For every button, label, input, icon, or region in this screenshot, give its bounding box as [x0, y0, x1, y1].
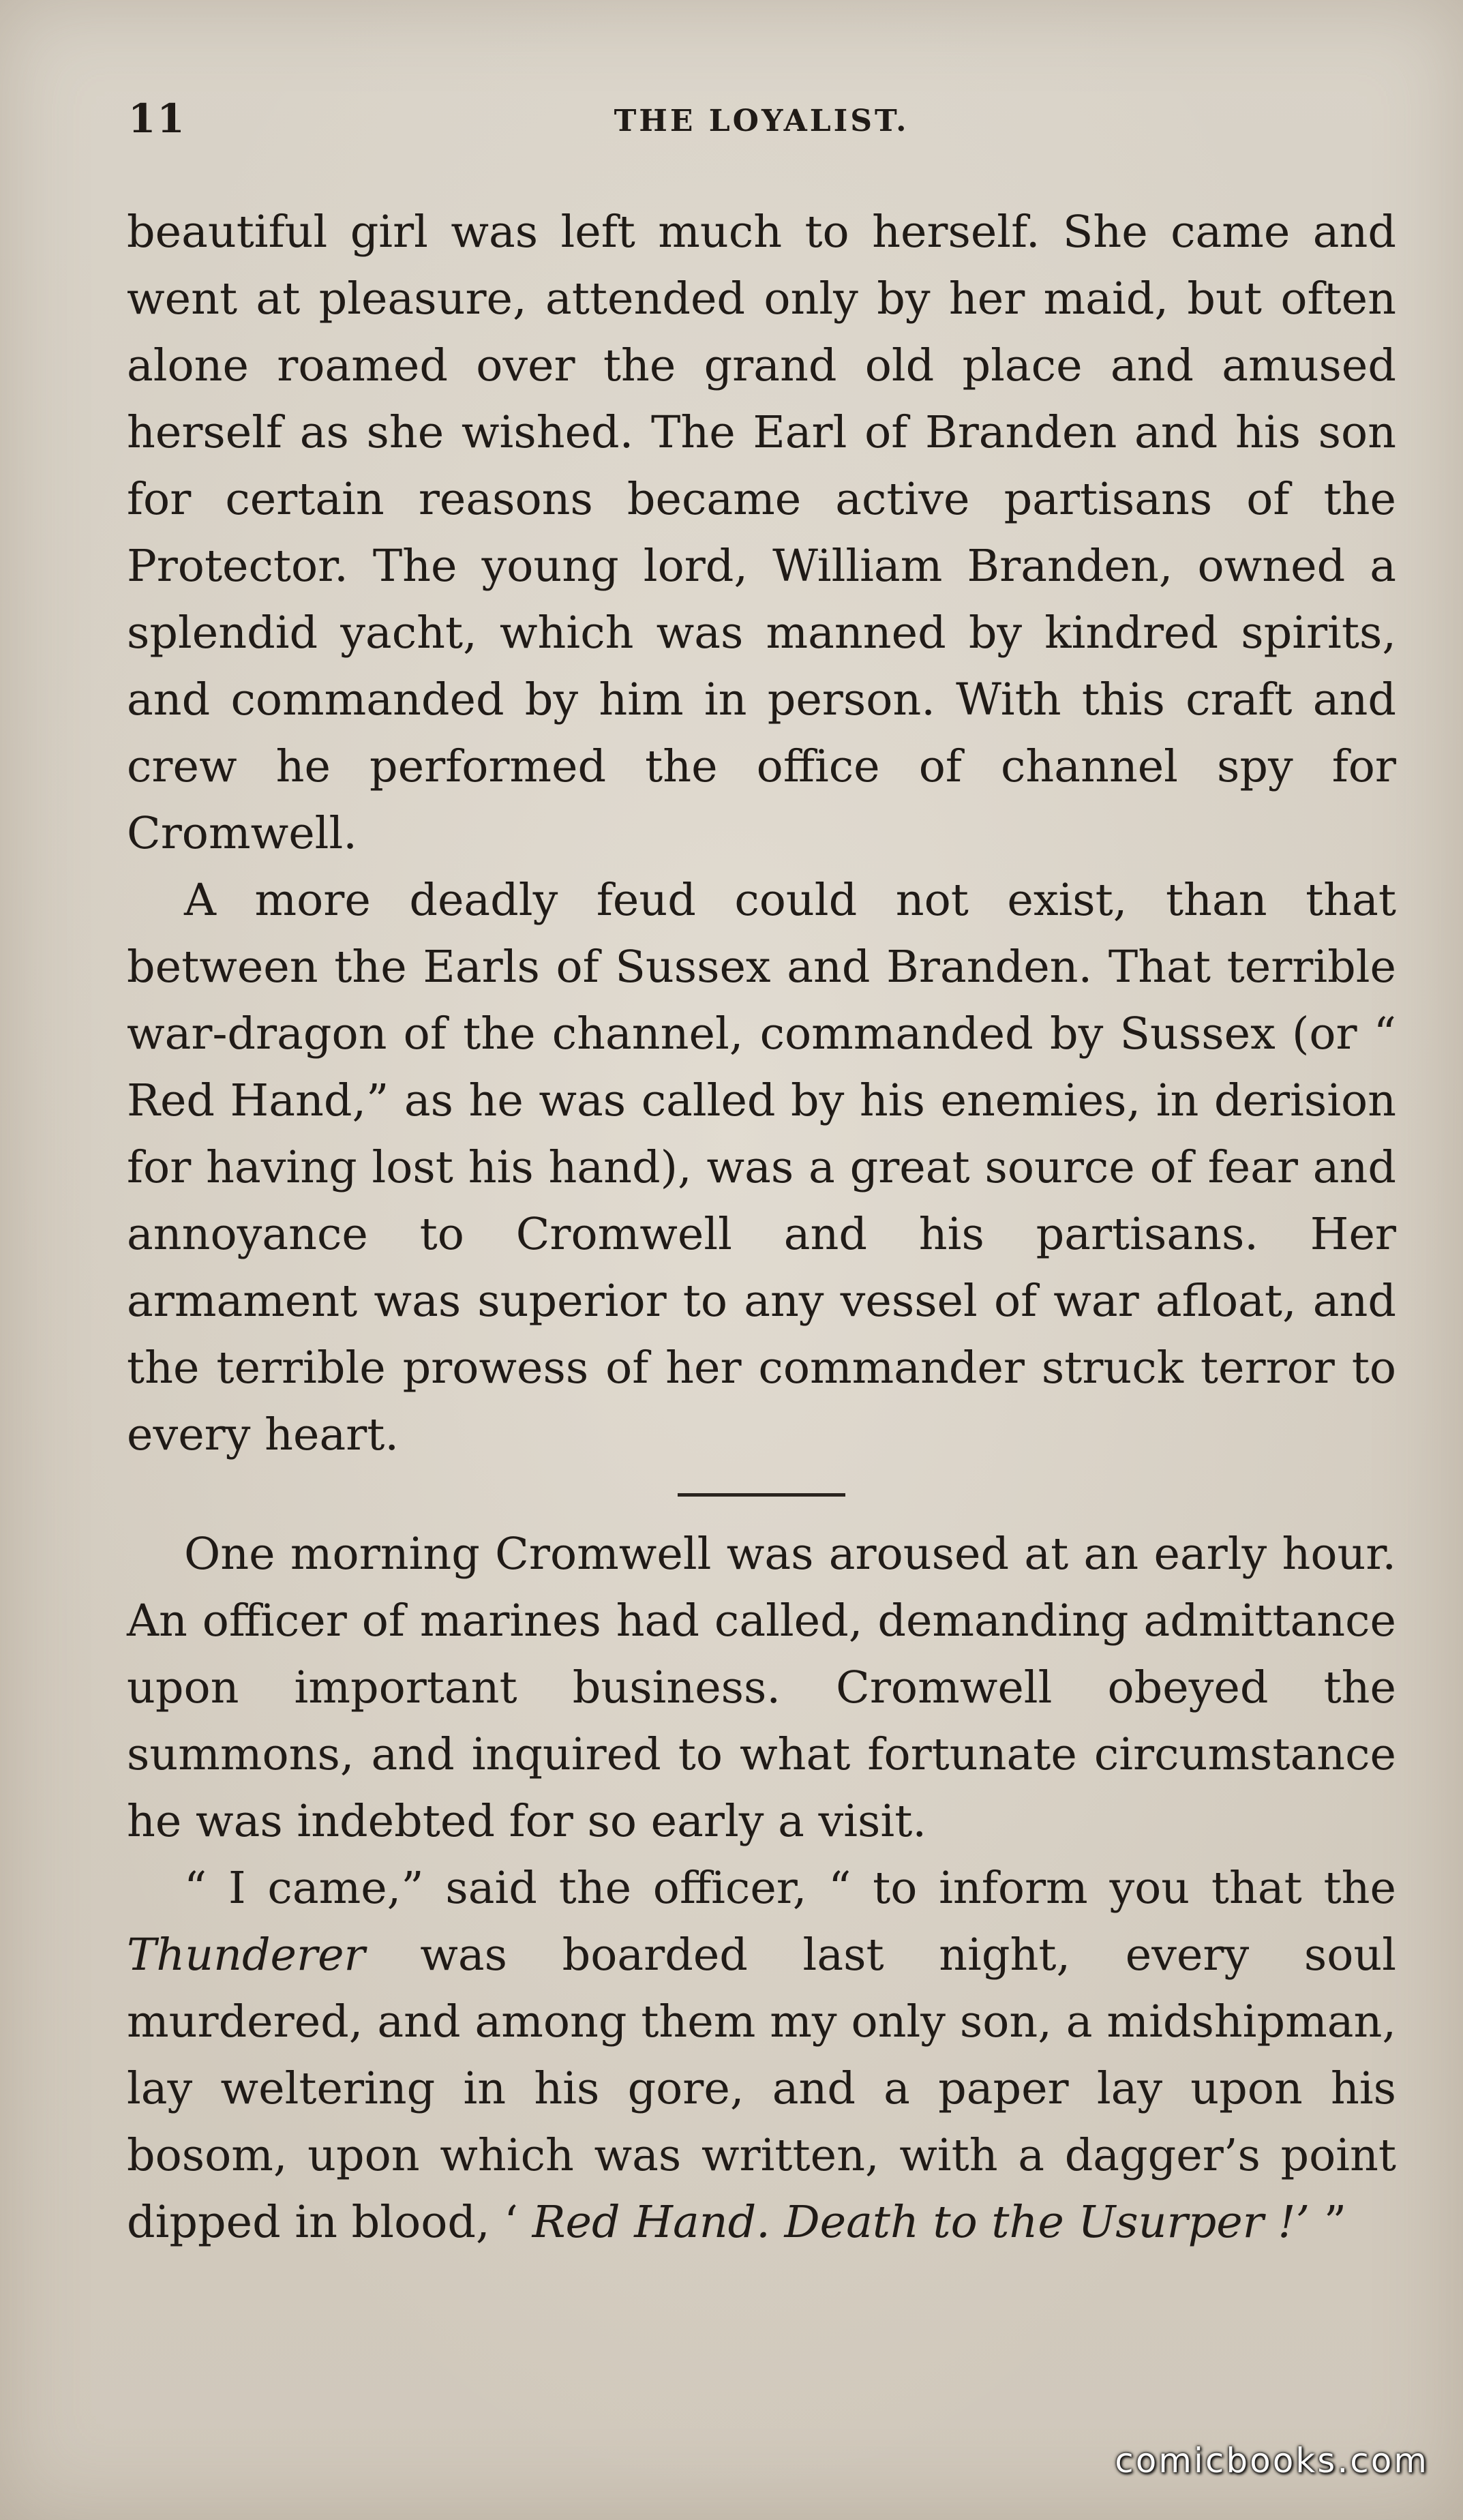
watermark-text: comicbooks.com [1115, 2441, 1429, 2480]
page-number: 11 [128, 95, 186, 142]
paragraph-4-part-1: “ I came,” said the officer, “ to inform you that the [184, 1863, 1396, 1914]
running-title: THE LOYALIST. [614, 104, 909, 138]
page-header [128, 95, 1395, 150]
paragraph-3: One morning Cromwell was aroused at an early hour. An officer of marines had called, demanding admittance upon important business. Cromwell obeyed the summons, and inquired to what fortunate circumstance he was indebted for so early a visit. [127, 1529, 1396, 1847]
paragraph-1: beautiful girl was left much to herself. She came and went at pleasure, attended only by her maid, but often alone roamed over the grand old place and amused herself as she wished. The Earl of Branden and his son for certain reasons became active partisans of the Protector. The young lord, William Branden, owned a splendid yacht, which was manned by kindred spirits, and commanded by him in person. With this craft and crew he performed the office of channel spy for Cromwell. [127, 207, 1396, 859]
paragraph-4 [127, 1855, 1396, 2256]
paragraph-4-part-2: was boarded last night, every soul murdered, and among them my only son, a midshipman, lay weltering in his gore, and a paper lay upon his bosom, upon which was written, with a dagger’s point dipped in blood, ‘ [127, 1930, 1396, 2248]
closing-quote: ” [1310, 2197, 1347, 2248]
dagger-message: Red Hand. Death to the Usurper !’ [532, 2197, 1310, 2248]
body-text [127, 199, 1396, 2256]
ship-name: Thunderer [127, 1930, 365, 1981]
section-divider [678, 1493, 845, 1497]
paragraph-2: A more deadly feud could not exist, than that between the Earls of Sussex and Branden. That terrible war-dragon of the channel, commanded by Sussex (or “ Red Hand,” as he was called by his enemies, in derision for having lost his hand), was a great source of fear and annoyance to Cromwell and his partisans. Her armament was superior to any vessel of war afloat, and the terrible prowess of her commander struck terror to every heart. [127, 875, 1396, 1460]
